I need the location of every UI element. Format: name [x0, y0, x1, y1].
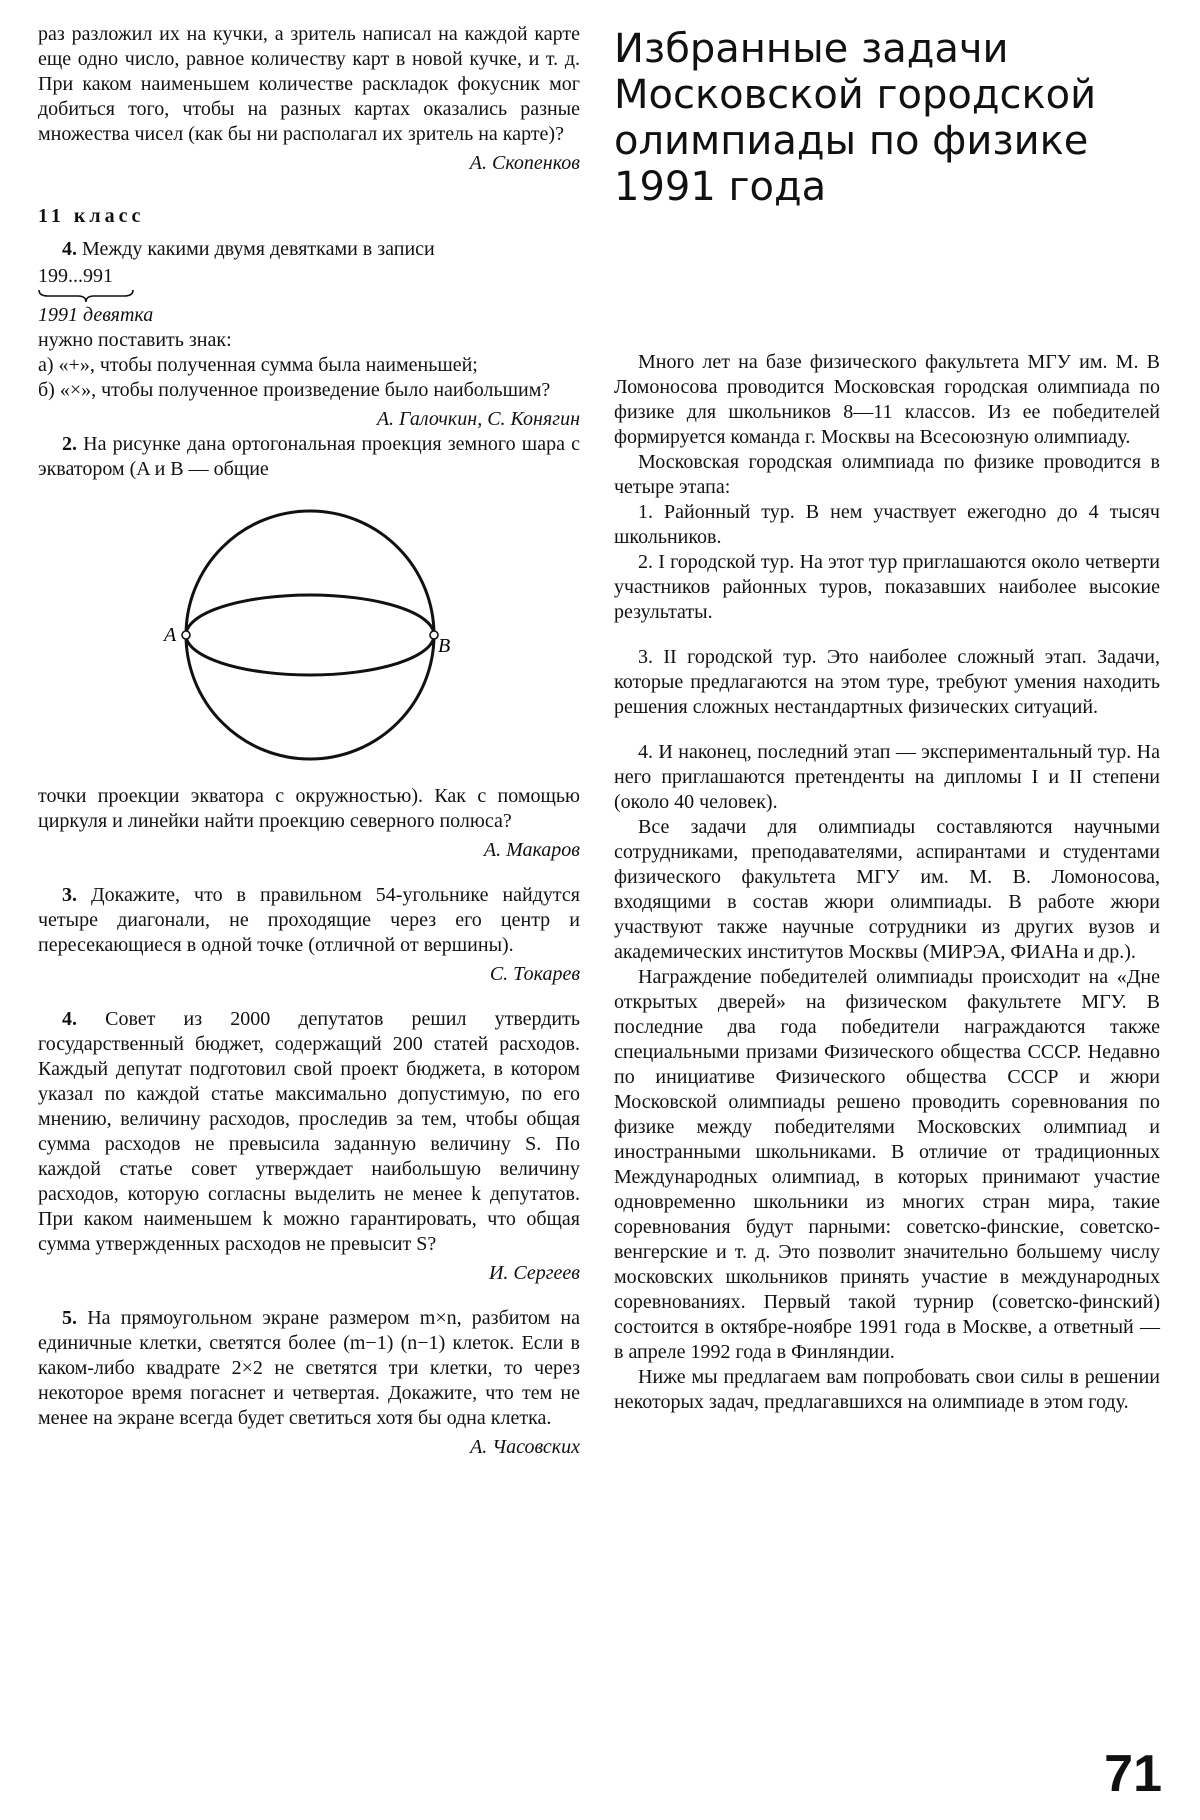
- expression-block: [38, 264, 580, 328]
- carryover-text: раз разложил их на кучки, а зритель написал на каждой карте еще одно число, равное количеству карт в новой кучке, и т. д. При каком наименьшем количестве раскладок фокусник мог добиться того, чтобы на разных картах оказались разные множества чисел (как бы ни располагал их зритель на карте)?: [38, 23, 580, 145]
- problem-number: 4.: [62, 1008, 77, 1030]
- problem-text-continued: точки проекции экватора с окружностью). Как с помощью циркуля и линейки найти проекцию северного полюса?: [38, 785, 580, 832]
- problem-number: 2.: [62, 433, 77, 455]
- problem-author: А. Часовских: [470, 1436, 580, 1458]
- problem-text: Совет из 2000 депутатов решил утвердить государственный бюджет, содержащий 200 статей расходов. Каждый депутат подготовил свой проект бюджета, в котором указал по каждой статье максимально допустимую, по его мнению, величину расходов, проследив за тем, чтобы общая сумма расходов не превысила заданную величину S. По каждой статье совет утверждает наибольшую величину расходов, которую согласны выделить не менее k депутатов. При каком наименьшем k можно гарантировать, что общая сумма утвержденных расходов не превысит S?: [38, 1008, 580, 1255]
- problem-2: [38, 432, 580, 863]
- problem-4a: [38, 237, 580, 432]
- point-b-label: B: [438, 635, 451, 657]
- underbrace-icon: [38, 289, 134, 303]
- problem-text: На прямоугольном экране размером m×n, разбитом на единичные клетки, светятся более (m−1) (n−1) клеток. Если в каком-либо квадрате 2×2 не светятся три клетки, то через некоторое время погаснет и четвертая. Докажите, что тем не менее на экране всегда будет светиться хотя бы одна клетка.: [38, 1307, 581, 1429]
- problem-number: 3.: [62, 884, 77, 906]
- problem-number: 5.: [62, 1307, 77, 1329]
- equator-ellipse: [186, 595, 434, 675]
- problem-author: И. Сергеев: [488, 1262, 580, 1284]
- problem-3: [38, 883, 580, 987]
- problem-5: [38, 1306, 580, 1460]
- right-column: [614, 350, 1160, 1415]
- left-column: [38, 22, 580, 1460]
- point-a-label: A: [164, 624, 177, 646]
- problem-part-a: а) «+», чтобы полученная сумма была наименьшей;: [38, 354, 478, 376]
- problem-author: А. Галочкин, С. Конягин: [376, 408, 580, 430]
- article-paragraph: Ниже мы предлагаем вам попробовать свои силы в решении некоторых задач, предлагавшихся на олимпиаде в этом году.: [614, 1366, 1160, 1413]
- underbrace-label: 1991 девятка: [38, 304, 154, 326]
- grade-heading: 11 класс: [38, 205, 145, 227]
- article-title: Избранные задачи Московской городской олимпиады по физике 1991 года: [614, 26, 1097, 210]
- globe-projection-figure: [38, 500, 580, 770]
- problem-part-b: б) «×», чтобы полученное произведение было наибольшим?: [38, 379, 551, 401]
- problem-text: На рисунке дана ортогональная проекция земного шара с экватором (A и B — общие: [38, 433, 580, 480]
- stage-item: 1. Районный тур. В нем участвует ежегодно до 4 тысяч школьников.: [614, 501, 1160, 548]
- problem-text: Докажите, что в правильном 54-угольнике найдутся четыре диагонали, не проходящие через его центр и пересекающиеся в одной точке (отличной от вершины).: [38, 884, 580, 956]
- article-paragraph: Награждение победителей олимпиады происходит на «Дне открытых дверей» на физическом факультете МГУ. В последние два года победители награждаются также специальными призами Физического общества СССР. Недавно по инициативе Физического общества СССР и жюри Московской олимпиады решено проводить соревнования по физике между победителями Московских олимпиад и иностранными школьниками. В отличие от традиционных Международных олимпиад, в которых принимают участие одновременно школьники из многих стран мира, такие соревнования будут парными: советско-финские, советско-венгерские и т. д. Это позволит значительно большему числу московских школьников принять участие в международных соревнованиях. Первый такой турнир (советско-финский) состоится в октябре-ноябре 1991 года в Москве, а ответный — в апреле 1992 года в Финляндии.: [614, 966, 1160, 1363]
- problem-text: Между какими двумя девятками в записи: [82, 238, 435, 260]
- stage-item: 3. II городской тур. Это наиболее сложный этап. Задачи, которые предлагаются на этом туре, требуют умения находить решения сложных нестандартных физических ситуаций.: [614, 646, 1160, 718]
- page-number: 71: [1104, 1745, 1162, 1803]
- expression: 199...991: [38, 265, 113, 287]
- problem-author: С. Токарев: [489, 963, 580, 985]
- point-a-marker: [182, 631, 190, 639]
- problem-number: 4.: [62, 238, 77, 260]
- point-b-marker: [430, 631, 438, 639]
- problem-lead: нужно поставить знак:: [38, 329, 232, 351]
- carryover-author: А. Скопенков: [469, 152, 580, 174]
- problem-author: А. Макаров: [483, 839, 580, 861]
- article-paragraph: Много лет на базе физического факультета МГУ им. М. В Ломоносова проводится Московская городская олимпиада по физике для школьников 8—11 классов. Из ее победителей формируется команда г. Москвы на Всесоюзную олимпиаду.: [614, 351, 1160, 448]
- article-paragraph: Все задачи для олимпиады составляются научными сотрудниками, преподавателями, аспирантами и студентами физического факультета МГУ им. М. В. Ломоносова, входящими в состав жюри олимпиады. В работе жюри участвуют также научные сотрудники из других вузов и академических институтов Москвы (МИРЭА, ФИАНа и др.).: [614, 816, 1160, 963]
- problem-4b: [38, 1007, 580, 1286]
- stage-item: 2. I городской тур. На этот тур приглашаются около четверти участников районных туров, показавших наиболее высокие результаты.: [614, 551, 1160, 623]
- globe-outline: [186, 511, 434, 759]
- stage-item: 4. И наконец, последний этап — экспериментальный тур. На него приглашаются претенденты на дипломы I и II степени (около 40 человек).: [614, 741, 1160, 813]
- article-paragraph: Московская городская олимпиада по физике проводится в четыре этапа:: [614, 451, 1160, 498]
